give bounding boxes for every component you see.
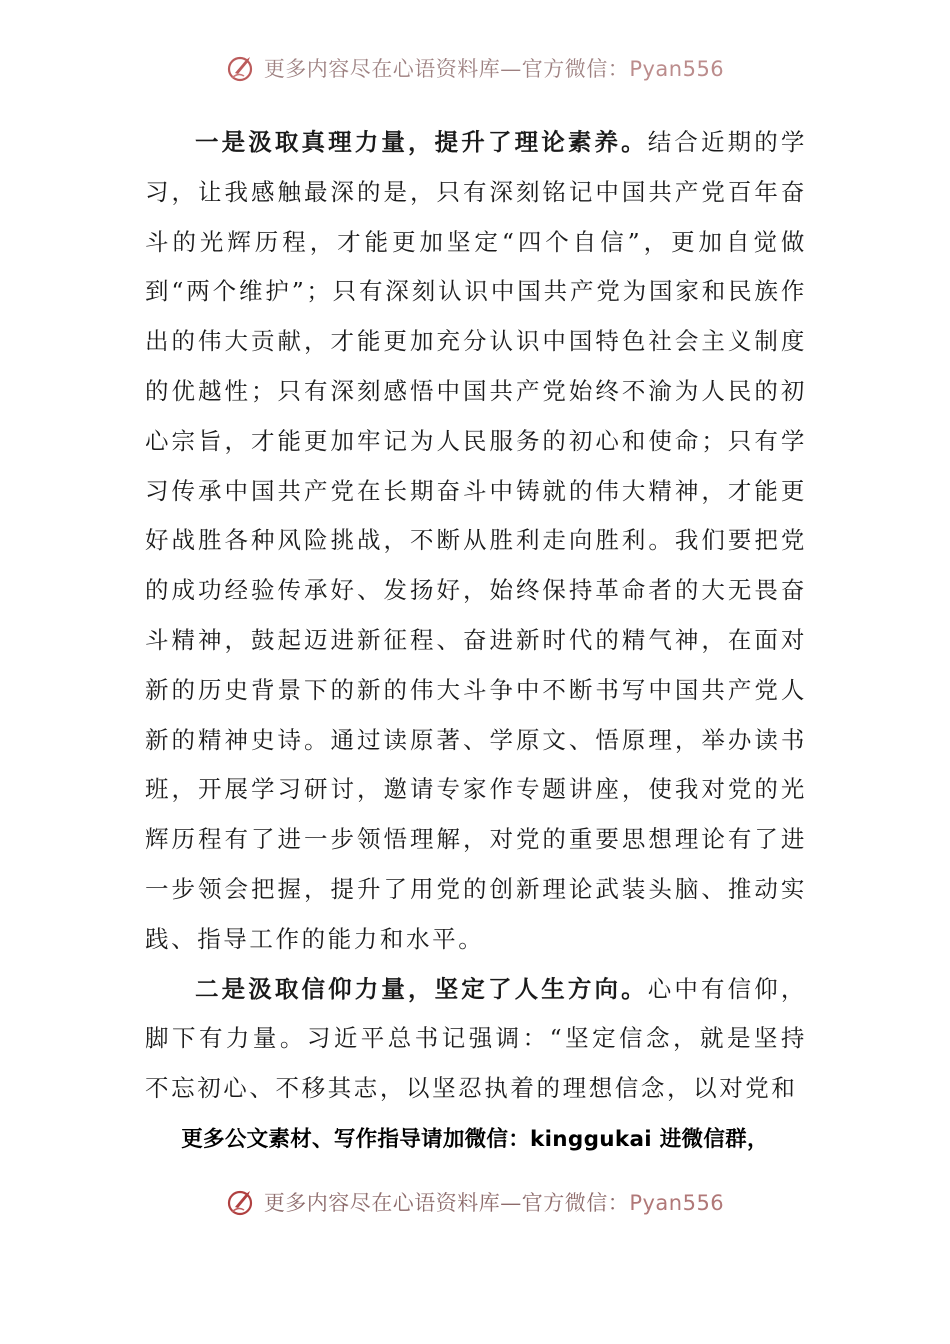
brush-logo-icon — [226, 1186, 258, 1218]
watermark-text: 更多内容尽在心语资料库—官方微信：Pyan556 — [263, 57, 725, 81]
paragraph-1-lead: 一是汲取真理力量，提升了理论素养。 — [195, 128, 648, 156]
paragraph-1-body: 结合近期的学习，让我感触最深的是，只有深刻铭记中国共产党百年奋斗的光辉历程，才能更加坚定“四个自信”，更加自觉做到“两个维护”；只有深刻认识中国共产党为国家和民族作出的伟大贡献，才能更加充分认识中国特色社会主义制度的优越性；只有深刻感悟中国共产党始终不渝为人民的初心宗旨，才能更加牢记为人民服务的初心和使命；只有学习传承中国共产党在长期奋斗中铸就的伟大精神，才能更好战胜各种风险挑战，不断从胜利走向胜利。我们要把党的成功经验传承好、发扬好，始终保持革命者的大无畏奋斗精神，鼓起迈进新征程、奋进新时代的精气神，在面对新的历史背景下的新的伟大斗争中不断书写中国共产党人新的精神史诗。通过读原著、学原文、悟原理，举办读书班，开展学习研讨，邀请专家作专题讲座，使我对党的光辉历程有了进一步领悟理解，对党的重要思想理论有了进一步领会把握，提升了用党的创新理论武装头脑、推动实践、指导工作的能力和水平。 — [145, 128, 807, 953]
document-body — [145, 118, 807, 1114]
paragraph-2-body: 心中有信仰，脚下有力量。习近平总书记强调：“坚定信念，就是坚持不忘初心、不移其志，以坚忍执着的理想信念，以对党和 — [145, 974, 807, 1103]
watermark-text: 更多内容尽在心语资料库—官方微信：Pyan556 — [263, 1191, 725, 1215]
header-watermark — [0, 52, 950, 84]
watermark-wechat-id: Pyan556 — [629, 57, 725, 81]
promo-line: 更多公文素材、写作指导请加微信：kinggukai 进微信群， — [181, 1127, 769, 1152]
paragraph-2 — [145, 965, 807, 1114]
paragraph-1 — [145, 118, 807, 965]
footer-watermark — [0, 1186, 950, 1218]
paragraph-2-lead: 二是汲取信仰力量，坚定了人生方向。 — [195, 974, 648, 1003]
watermark-wechat-id: Pyan556 — [629, 1191, 725, 1215]
brush-logo-icon — [226, 52, 258, 84]
